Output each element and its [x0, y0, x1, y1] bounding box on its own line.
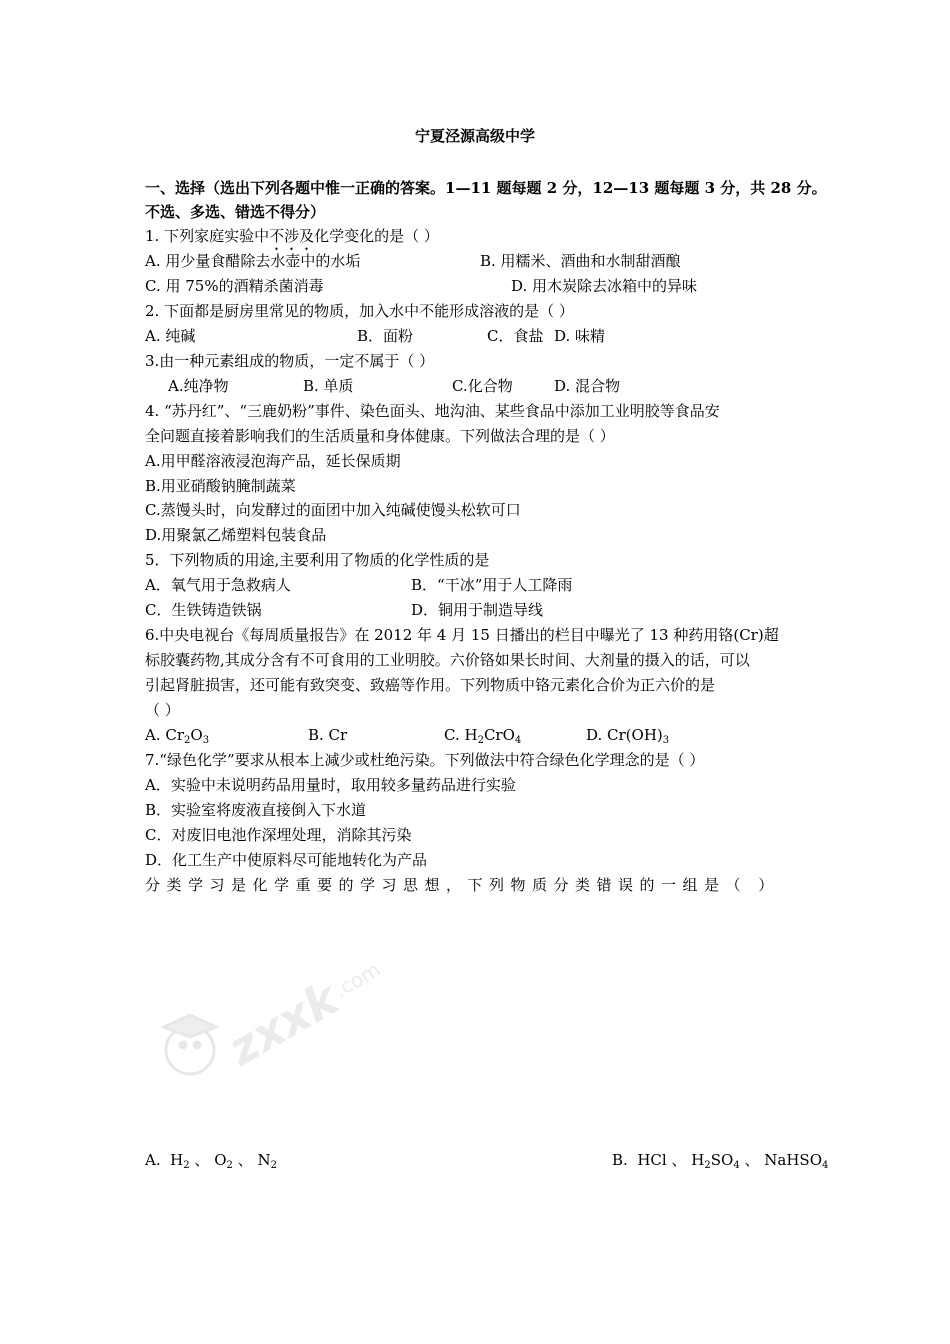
- q8-a-n-sub: 2: [270, 1160, 277, 1171]
- q6-option-d: [586, 725, 669, 745]
- q1-option-c: C. 用 75%的酒精杀菌消毒: [145, 277, 324, 295]
- q4-stem-line2: 全问题直接着影响我们的生活质量和身体健康。下列做法合理的是（ ）: [145, 427, 615, 445]
- q3-option-d: D. 混合物: [554, 377, 621, 395]
- q8-b-sep1: 、: [671, 1151, 687, 1169]
- q4-option-c: C.蒸馒头时，向发酵过的面团中加入纯碱使馒头松软可口: [145, 501, 521, 519]
- q6-d-sub1: 3: [662, 735, 670, 746]
- q6-a-text: A. Cr: [145, 726, 185, 744]
- q8-b-h: H: [691, 1151, 705, 1169]
- q8-option-b: [612, 1150, 828, 1170]
- q6-option-c: [444, 725, 521, 745]
- q6-a-sub2: 3: [202, 735, 210, 746]
- q3-stem: 3.由一种元素组成的物质，一定不属于（ ）: [145, 352, 435, 370]
- q8-b-so-sub: 4: [733, 1160, 740, 1171]
- q8-b-na-sub: 4: [822, 1160, 829, 1171]
- q7-option-c: C．对废旧电池作深埋处理，消除其污染: [145, 826, 412, 844]
- q8-a-h-sub: 2: [183, 1160, 190, 1171]
- q4-option-d: D.用聚氯乙烯塑料包装食品: [145, 526, 327, 544]
- q8-b-so: SO: [710, 1151, 734, 1169]
- q4-option-a: A.用甲醛溶液浸泡海产品，延长保质期: [145, 452, 401, 470]
- q6-stem-line2: 标胶囊药物,其成分含有不可食用的工业明胶。六价铬如果长时间、大剂量的摄入的话，可以: [145, 651, 750, 669]
- q6-a-sub1: 2: [184, 735, 191, 746]
- q2-option-a: A. 纯碱: [145, 327, 196, 345]
- q7-option-a: A．实验中未说明药品用量时，取用较多量药品进行实验: [145, 776, 516, 794]
- q3-option-c: C.化合物: [452, 377, 513, 395]
- q2-stem: 2. 下面都是厨房里常见的物质，加入水中不能形成溶液的是（ ）: [145, 302, 574, 320]
- q8-a-o-sub: 2: [226, 1160, 233, 1171]
- q1-stem-b: 化学变化的是（ ）: [314, 227, 439, 245]
- q8-a-sep2: 、: [237, 1151, 253, 1169]
- q5-option-a: A．氧气用于急救病人: [145, 576, 291, 594]
- q8-b-h-sub: 2: [704, 1160, 711, 1171]
- q7-stem: 7.“绿色化学”要求从根本上减少或杜绝污染。下列做法中符合绿色化学理念的是（ ）: [145, 751, 705, 769]
- svg-text:zxxk: zxxk: [219, 971, 348, 1077]
- q1-option-a: A. 用少量食醋除去水壶中的水垢: [145, 252, 361, 270]
- q6-stem-line1: 6.中央电视台《每周质量报告》在 2012 年 4 月 15 日播出的栏目中曝光了 13 种药用铬(Cr)超: [145, 626, 779, 644]
- q5-option-c: C．生铁铸造铁锅: [145, 601, 262, 619]
- q6-a-text2: O: [190, 726, 203, 744]
- q8-a-h: H: [170, 1151, 184, 1169]
- q4-option-b: B.用亚硝酸钠腌制蔬菜: [145, 477, 296, 495]
- svg-text:.com: .com: [329, 956, 385, 1003]
- q4-stem-line1: 4. “苏丹红”、“三鹿奶粉”事件、染色面头、地沟油、某些食品中添加工业明胶等食品安: [145, 402, 720, 420]
- q6-c-text: C. H: [444, 726, 478, 744]
- q1-option-d: D. 用木炭除去冰箱中的异味: [511, 277, 698, 295]
- q3-option-a: A.纯净物: [168, 377, 229, 395]
- q6-c-sub1: 2: [477, 735, 484, 746]
- q1-stem-a: 1. 下列家庭实验中: [145, 227, 270, 245]
- section-instruction-line1: 一、选择（选出下列各题中惟一正确的答案。1—11 题每题 2 分，12—13 题每题 3 分，共 28 分。: [145, 179, 827, 197]
- q7-option-d: D．化工生产中使原料尽可能地转化为产品: [145, 851, 428, 869]
- q6-option-b: B. Cr: [308, 726, 348, 744]
- q1-stem: [145, 226, 439, 254]
- q8-b-hcl: HCl: [637, 1151, 667, 1169]
- q8-stem: 分类学习是化学重要的学习思想，下列物质分类错误的一组是（ ）: [145, 876, 780, 894]
- q8-a-o: O: [214, 1151, 227, 1169]
- q8-a-label: A.: [145, 1151, 161, 1169]
- q2-option-d: D. 味精: [554, 327, 606, 345]
- q5-stem: 5．下列物质的用途,主要利用了物质的化学性质的是: [145, 551, 490, 569]
- q8-a-sep1: 、: [194, 1151, 210, 1169]
- q6-stem-line4: （ ）: [145, 701, 180, 719]
- q8-a-n: N: [257, 1151, 271, 1169]
- page-title: 宁夏泾源高级中学: [414, 127, 535, 145]
- q6-option-a: [145, 725, 209, 745]
- section-instruction-line2: 不选、多选、错选不得分）: [145, 203, 326, 221]
- q2-option-b: B．面粉: [357, 327, 414, 345]
- q8-b-na: NaHSO: [764, 1151, 823, 1169]
- q6-c-text2: CrO: [483, 726, 515, 744]
- q2-option-c: C．食盐: [487, 327, 544, 345]
- q6-c-sub2: 4: [514, 735, 522, 746]
- q8-b-label: B.: [612, 1151, 628, 1169]
- q1-option-b: B. 用糯米、酒曲和水制甜酒酿: [480, 252, 681, 270]
- q3-option-b: B. 单质: [303, 377, 354, 395]
- q8-b-sep2: 、: [744, 1151, 760, 1169]
- q5-option-b: B．“干冰”用于人工降雨: [411, 576, 573, 594]
- zxxk-watermark-logo: [150, 935, 410, 1095]
- q6-stem-line3: 引起肾脏损害，还可能有致突变、致癌等作用。下列物质中铬元素化合价为正六价的是: [145, 676, 716, 694]
- q1-stem-emphasis: 不涉及: [269, 227, 315, 245]
- q7-option-b: B．实验室将废液直接倒入下水道: [145, 801, 367, 819]
- q5-option-d: D．铜用于制造导线: [411, 601, 544, 619]
- q8-option-a: [145, 1150, 277, 1170]
- q6-d-text: D. Cr(OH): [586, 726, 663, 744]
